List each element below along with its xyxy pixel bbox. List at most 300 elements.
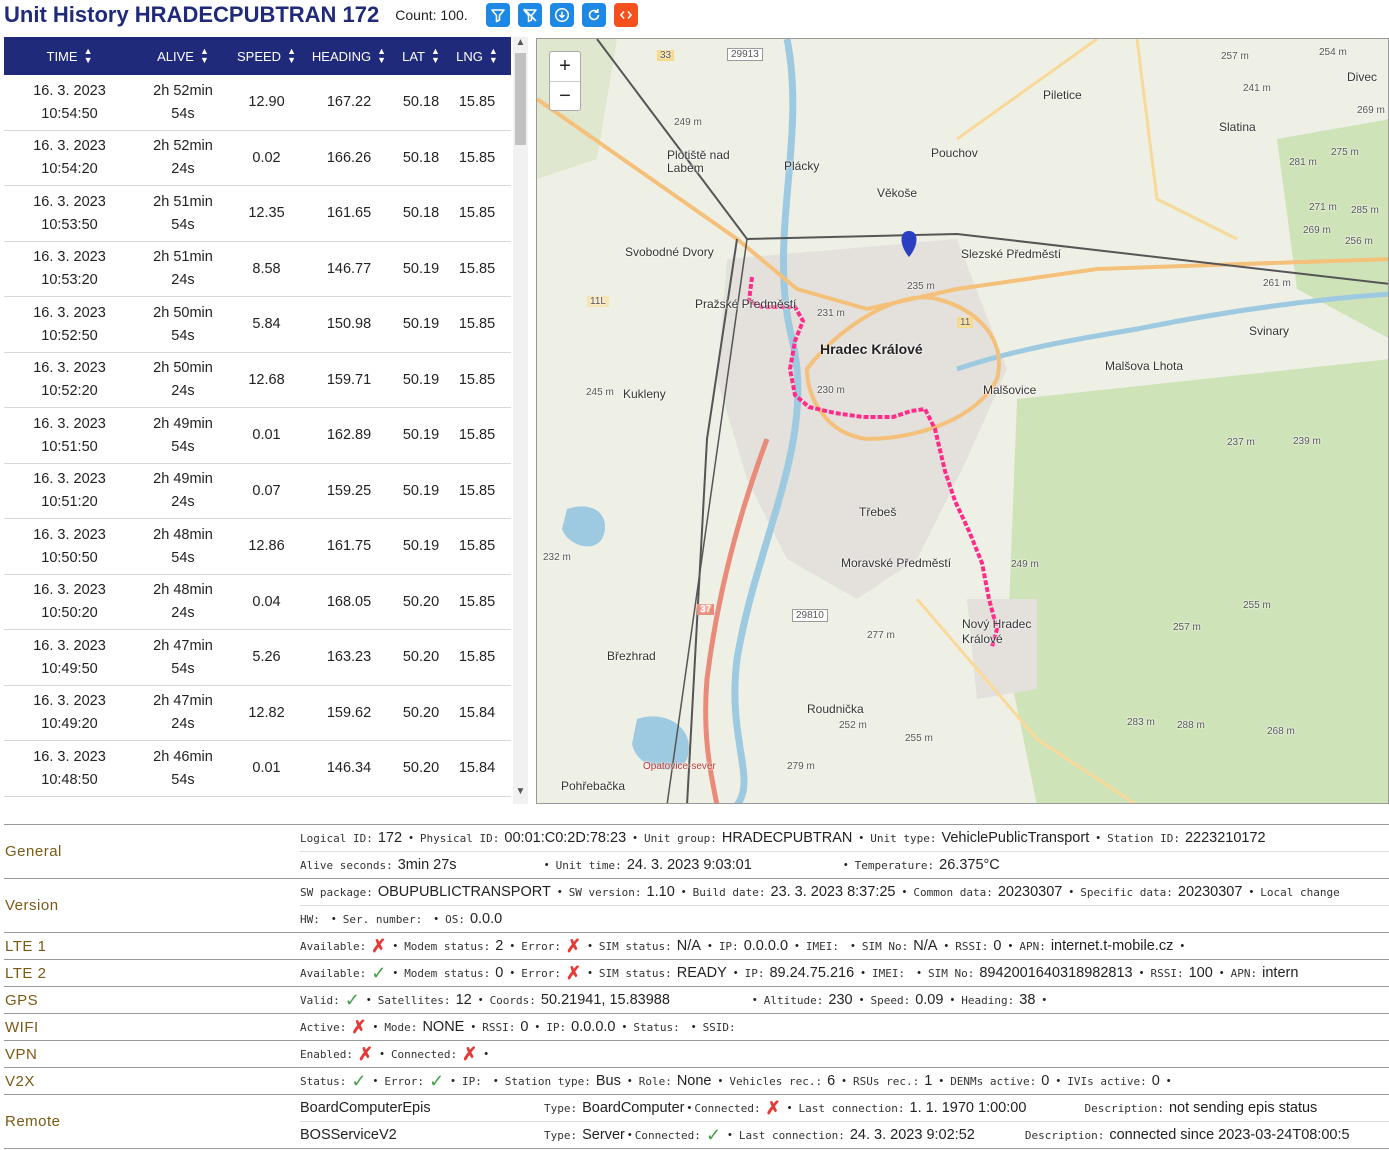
field-label: RSUs rec.:: [853, 1074, 920, 1088]
description-value: connected since 2023-03-24T08:00:5: [1109, 1127, 1350, 1143]
rssi-value: 100: [1188, 965, 1213, 981]
sim-status-value: N/A: [676, 938, 701, 954]
sw-version-value: 1.10: [646, 884, 675, 900]
elevation-label: 237 m: [1227, 437, 1255, 448]
heading-value: 38: [1019, 992, 1036, 1008]
elevation-label: 252 m: [839, 720, 867, 731]
elevation-label: 256 m: [1345, 236, 1373, 247]
cell-time: [4, 464, 135, 519]
altitude-value: 230: [828, 992, 853, 1008]
cell-alive-seconds: 24s: [171, 716, 195, 732]
map-label: Březhrad: [607, 649, 656, 663]
field-label: Alive seconds:: [300, 858, 393, 872]
cell-alive: [135, 686, 231, 741]
table-row[interactable]: [4, 464, 511, 520]
cross-icon: ✗: [371, 935, 387, 956]
modem-status-value: 2: [495, 938, 504, 954]
field-label: Role:: [638, 1074, 672, 1088]
cell-alive: [135, 519, 231, 574]
field-label: Active:: [300, 1020, 347, 1034]
field-label: Connected:: [390, 1047, 458, 1061]
cell-date: 16. 3. 2023: [33, 82, 106, 99]
cell-time: [4, 186, 135, 241]
cell-time: [4, 75, 135, 130]
cell-speed: 5.26: [252, 649, 281, 665]
zoom-out-button[interactable]: −: [559, 85, 571, 107]
filter-clear-icon: [522, 7, 538, 23]
cell-heading: 159.62: [326, 704, 372, 721]
field-label: Unit group:: [644, 831, 717, 845]
last-connection-value: 1. 1. 1970 1:00:00: [909, 1100, 1027, 1116]
column-lng[interactable]: LNG ▲ ▼: [456, 46, 498, 65]
field-label: Available:: [300, 939, 367, 953]
field-label: IP:: [744, 966, 765, 980]
cell-date: 16. 3. 2023: [33, 471, 106, 487]
cell-time: [4, 353, 135, 408]
field-label: Connected:: [694, 1101, 761, 1115]
remote-name: BoardComputerEpis: [300, 1100, 431, 1116]
cell-lng: 15.85: [458, 371, 496, 388]
field-label: SIM status:: [598, 939, 672, 953]
cell-lng: 15.85: [458, 593, 496, 610]
cell-lng: 15.84: [458, 704, 496, 721]
elevation-label: 239 m: [1293, 436, 1321, 447]
field-label: Error:: [384, 1074, 425, 1088]
filter-button[interactable]: [486, 3, 510, 27]
cell-speed: 0.07: [252, 482, 281, 499]
satellites-value: 12: [455, 992, 472, 1008]
cell-clock: 10:54:50: [41, 105, 98, 122]
alive-seconds-value: 3min 27s: [397, 857, 457, 873]
cell-alive-seconds: 54s: [171, 438, 195, 455]
cell-time: [4, 630, 135, 685]
unit-info-panel: [4, 824, 1389, 1149]
cell-speed: 0.01: [252, 760, 281, 776]
field-label: Coords:: [489, 993, 536, 1007]
cell-lat: 50.18: [402, 94, 440, 110]
field-label: OS:: [445, 912, 465, 926]
field-label: HW:: [300, 912, 320, 926]
code-icon: [618, 7, 634, 23]
scroll-up-icon[interactable]: ▲: [515, 37, 526, 48]
remote-type-value: Server: [582, 1127, 625, 1143]
cell-lng: 15.85: [458, 482, 496, 499]
field-label: Build date:: [692, 885, 766, 899]
common-data-value: 20230307: [997, 884, 1063, 900]
cell-heading: 166.26: [326, 149, 372, 166]
field-label: SIM No:: [861, 939, 909, 953]
section-v2x: V2X Status: ✓ • Error: ✓ • IP: • Station type: Bus • Role: None • Vehicles rec.: 6 • RSUs rec.: 1 • DENMs active: 0 • IVIs active: 0 •: [4, 1067, 1389, 1094]
apn-value: intern: [1262, 965, 1299, 981]
table-row[interactable]: [4, 75, 511, 131]
cell-lat: 50.20: [402, 593, 440, 610]
field-label: SIM status:: [598, 966, 672, 980]
field-label: SSID:: [702, 1020, 736, 1034]
cell-heading: 150.98: [326, 316, 372, 332]
elevation-label: 269 m: [1357, 105, 1385, 116]
physical-id-value: 00:01:C0:2D:78:23: [504, 830, 627, 846]
table-row[interactable]: [4, 131, 511, 187]
cell-lat: 50.19: [402, 482, 440, 499]
unit-group-value: HRADECPUBTRAN: [721, 830, 853, 846]
modem-status-value: 0: [495, 965, 504, 981]
column-alive[interactable]: ALIVE ▲ ▼: [157, 46, 209, 65]
check-icon: ✓: [344, 989, 360, 1010]
sort-icon[interactable]: ▲ ▼: [199, 46, 209, 65]
cell-time: [4, 408, 135, 463]
table-scrollbar[interactable]: [513, 37, 528, 804]
cell-speed: 0.02: [252, 149, 281, 166]
field-label: Mode:: [384, 1020, 418, 1034]
elevation-label: 269 m: [1303, 225, 1331, 236]
cell-lng: 15.85: [458, 649, 496, 665]
build-date-value: 23. 3. 2023 8:37:25: [770, 884, 896, 900]
cell-clock: 10:49:50: [41, 660, 98, 677]
section-vpn: VPN Enabled: ✗ • Connected: ✗ •: [4, 1040, 1389, 1067]
field-label: APN:: [1019, 939, 1046, 953]
cell-alive-main: 2h 52min: [153, 82, 213, 99]
check-icon: ✓: [705, 1124, 722, 1145]
field-label: IMEI:: [872, 966, 906, 980]
cell-lng: 15.85: [458, 538, 496, 554]
cell-speed: 5.84: [252, 316, 281, 332]
elevation-label: 249 m: [1011, 559, 1039, 570]
cell-lat: 50.18: [402, 205, 440, 221]
page-title: Unit History HRADECPUBTRAN 172: [4, 2, 380, 27]
zoom-control: [549, 51, 581, 111]
table-row[interactable]: [4, 741, 511, 797]
field-label: Error:: [521, 939, 561, 953]
cell-heading: 146.77: [326, 260, 372, 277]
cell-lng: 15.85: [458, 427, 496, 443]
rssi-value: 0: [520, 1019, 529, 1035]
field-label: Last connection:: [738, 1128, 845, 1142]
table-row[interactable]: [4, 686, 511, 742]
map-label: Roudnička: [807, 702, 864, 716]
sort-icon[interactable]: ▲ ▼: [488, 46, 498, 65]
cell-clock: 10:52:20: [41, 383, 98, 399]
elevation-label: 261 m: [1263, 278, 1291, 289]
map-label: Slatina: [1219, 120, 1256, 134]
table-header: [4, 37, 511, 75]
column-time[interactable]: TIME ▲ ▼: [46, 46, 93, 65]
cell-time: [4, 131, 135, 186]
field-label: Error:: [521, 966, 561, 980]
field-label: RSSI:: [1150, 966, 1184, 980]
cell-time: [4, 242, 135, 297]
column-heading[interactable]: HEADING ▲ ▼: [311, 46, 387, 65]
cell-date: 16. 3. 2023: [33, 304, 106, 321]
specific-data-value: 20230307: [1177, 884, 1243, 900]
road-number: 33: [657, 50, 674, 61]
cell-lat: 50.19: [402, 427, 440, 443]
elevation-label: 275 m: [1331, 147, 1359, 158]
cell-alive: [135, 464, 231, 519]
cross-icon: ✗: [351, 1016, 367, 1037]
elevation-label: 277 m: [867, 630, 895, 641]
field-label: Satellites:: [377, 993, 451, 1007]
field-label: Vehicles rec.:: [729, 1074, 823, 1088]
road-number: 29913: [727, 48, 763, 61]
cross-icon: ✗: [565, 935, 582, 956]
field-label: Specific data:: [1080, 885, 1173, 899]
field-label: IP:: [462, 1074, 482, 1088]
field-label: Temperature:: [854, 858, 935, 872]
cell-lng: 15.85: [458, 260, 496, 277]
map-label: Plácky: [784, 159, 820, 173]
section-general: General Logical ID: 172 • Physical ID: 00:01:C0:2D:78:23 • Unit group: HRADECPUBTRAN • Unit type: VehiclePublicTransport • Station ID: 2223210172 Alive seconds: 3min 27s • Unit time: 24. 3. 2023 9:03:01 • Temperature: 26.375°C: [4, 824, 1389, 878]
speed-value: 0.09: [915, 992, 944, 1008]
map-label: Třebeš: [859, 505, 897, 519]
cell-date: 16. 3. 2023: [33, 637, 106, 654]
field-label: Description:: [1024, 1128, 1105, 1142]
field-label: SIM No:: [928, 966, 975, 980]
cell-lat: 50.19: [402, 371, 440, 388]
field-label: Heading:: [961, 993, 1015, 1007]
cell-date: 16. 3. 2023: [33, 415, 106, 432]
field-label: Ser. number:: [342, 912, 423, 926]
elevation-label: 271 m: [1309, 202, 1337, 213]
table-row[interactable]: [4, 519, 511, 575]
cell-clock: 10:51:50: [41, 438, 98, 455]
field-label: Valid:: [300, 993, 340, 1007]
sort-icon[interactable]: ▲ ▼: [83, 46, 93, 65]
unit-type-value: VehiclePublicTransport: [941, 830, 1090, 846]
section-remote: [4, 1094, 1389, 1149]
cell-alive-seconds: 54s: [171, 771, 195, 788]
rssi-value: 0: [993, 938, 1002, 954]
rsus-received-value: 1: [924, 1073, 933, 1089]
section-lte2: LTE 2 Available: ✓ • Modem status: 0 • Error: ✗ • SIM status: READY • IP: 89.24.75.216 • IMEI: • SIM No: 8942001640318982813 • RSSI: 100 • APN: intern: [4, 959, 1389, 986]
unit-time-value: 24. 3. 2023 9:03:01: [626, 857, 752, 873]
zoom-in-button[interactable]: +: [550, 52, 580, 82]
cell-alive-seconds: 54s: [171, 327, 195, 344]
cell-heading: 161.75: [326, 538, 372, 554]
cell-date: 16. 3. 2023: [33, 138, 106, 154]
cell-alive-main: 2h 50min: [153, 360, 213, 376]
cell-alive-main: 2h 50min: [153, 304, 213, 321]
sort-icon[interactable]: ▲ ▼: [287, 46, 296, 65]
cell-time: [4, 297, 135, 352]
cell-alive-seconds: 24s: [171, 494, 195, 510]
road-number: 11: [957, 317, 973, 328]
elevation-label: 249 m: [674, 117, 702, 128]
table-body: [4, 75, 511, 797]
cell-heading: 163.23: [326, 649, 372, 665]
cell-heading: 162.89: [326, 427, 372, 443]
vehicles-received-value: 6: [827, 1073, 836, 1089]
cell-clock: 10:48:50: [41, 771, 98, 788]
role-value: None: [676, 1073, 712, 1089]
field-label: Enabled:: [300, 1047, 353, 1061]
cell-speed: 12.86: [248, 538, 285, 554]
map-label: Malšovice: [983, 383, 1037, 397]
cell-alive-main: 2h 46min: [153, 748, 213, 765]
road-number: 11L: [587, 296, 609, 307]
cell-alive-seconds: 24s: [171, 161, 195, 177]
section-label: V2X: [5, 1072, 35, 1090]
map-label: Opatovice-sever: [643, 761, 716, 772]
cell-alive-main: 2h 49min: [153, 415, 213, 432]
coords-value: 50.21941, 15.83988: [540, 992, 670, 1008]
field-label: Type:: [544, 1128, 578, 1142]
column-speed[interactable]: SPEED ▲ ▼: [237, 46, 296, 65]
elevation-label: 283 m: [1127, 717, 1155, 728]
cell-time: [4, 741, 135, 796]
remote-item: BoardComputerEpis Type: BoardComputer • Connected: ✗ • Last connection: 1. 1. 1970 1:00:00 Description: not sending epis status: [300, 1097, 1318, 1118]
table-row[interactable]: [4, 353, 511, 409]
cell-alive: [135, 242, 231, 297]
map-label: Malšova Lhota: [1105, 359, 1184, 373]
cell-alive-main: 2h 47min: [153, 637, 213, 654]
section-label: WIFI: [5, 1018, 39, 1036]
map-label: Piletice: [1043, 88, 1082, 102]
cell-speed: 12.82: [248, 704, 285, 721]
cell-alive: [135, 630, 231, 685]
table-row[interactable]: [4, 297, 511, 353]
cell-lng: 15.85: [458, 316, 496, 332]
cell-alive-seconds: 54s: [171, 105, 195, 122]
ip-value: 89.24.75.216: [769, 965, 855, 981]
sim-status-value: READY: [676, 965, 727, 981]
elevation-label: 281 m: [1289, 157, 1317, 168]
cell-heading: 159.71: [326, 371, 372, 388]
section-label: VPN: [5, 1045, 38, 1063]
cross-icon: ✗: [565, 962, 582, 983]
download-button[interactable]: [550, 3, 574, 27]
cell-alive: [135, 408, 231, 463]
cell-date: 16. 3. 2023: [33, 249, 106, 265]
filter-icon: [490, 7, 506, 23]
cell-lat: 50.20: [402, 760, 440, 776]
sort-icon[interactable]: ▲ ▼: [377, 46, 387, 65]
history-table: [4, 37, 528, 804]
cell-lng: 15.85: [458, 149, 496, 166]
cross-icon: ✗: [357, 1043, 374, 1064]
sim-number-value: 8942001640318982813: [979, 965, 1133, 981]
cell-alive-main: 2h 48min: [153, 526, 213, 543]
cell-alive-main: 2h 51min: [153, 249, 213, 265]
cross-icon: ✗: [765, 1097, 781, 1118]
logical-id-value: 172: [377, 830, 403, 846]
elevation-label: 268 m: [1267, 726, 1295, 737]
field-label: Description:: [1084, 1101, 1164, 1115]
cell-clock: 10:50:50: [41, 549, 98, 566]
field-label: Physical ID:: [419, 831, 500, 845]
cell-lat: 50.19: [402, 538, 440, 554]
cell-alive-main: 2h 49min: [153, 471, 213, 487]
route-map[interactable]: [536, 38, 1389, 804]
apn-value: internet.t-mobile.cz: [1050, 938, 1174, 954]
cell-lat: 50.18: [402, 149, 440, 166]
field-label: Modem status:: [404, 939, 491, 953]
table-row[interactable]: [4, 630, 511, 686]
ip-value: 0.0.0.0: [571, 1019, 616, 1035]
station-type-value: Bus: [595, 1073, 621, 1089]
sw-package-value: OBUPUBLICTRANSPORT: [377, 884, 551, 900]
elevation-label: 257 m: [1221, 51, 1249, 62]
cell-heading: 146.34: [326, 760, 372, 776]
field-label: Status:: [300, 1074, 347, 1088]
cell-alive: [135, 297, 231, 352]
elevation-label: 230 m: [817, 385, 845, 396]
scroll-down-icon[interactable]: ▼: [515, 786, 526, 797]
cell-alive: [135, 131, 231, 186]
elevation-label: 241 m: [1243, 83, 1271, 94]
remote-type-value: BoardComputer: [582, 1100, 685, 1116]
cell-speed: 0.01: [252, 427, 281, 443]
cell-speed: 12.35: [248, 205, 285, 221]
column-lat[interactable]: LAT ▲ ▼: [402, 46, 440, 65]
scroll-thumb[interactable]: [515, 53, 526, 145]
map-label: Plotiště nad Labem: [667, 148, 730, 175]
map-label: Divec: [1347, 70, 1378, 84]
map-label: Pohřebačka: [561, 779, 626, 793]
map-label: Pouchov: [931, 146, 978, 160]
cell-clock: 10:52:50: [41, 327, 98, 344]
cell-date: 16. 3. 2023: [33, 748, 106, 765]
field-label: RSSI:: [955, 939, 989, 953]
map-label: Věkoše: [877, 186, 918, 200]
field-label: Type:: [544, 1101, 578, 1115]
field-label: APN:: [1230, 966, 1258, 980]
cell-alive-seconds: 54s: [171, 216, 195, 233]
check-icon: ✓: [351, 1070, 367, 1091]
refresh-button[interactable]: [582, 3, 606, 27]
clear-filter-button[interactable]: [518, 3, 542, 27]
elevation-label: 235 m: [907, 281, 935, 292]
road-number: 29810: [792, 609, 828, 622]
field-label: SW version:: [568, 885, 642, 899]
elevation-label: 285 m: [1351, 205, 1379, 216]
field-label: Status:: [633, 1020, 680, 1034]
table-row[interactable]: [4, 186, 511, 242]
cell-date: 16. 3. 2023: [33, 360, 106, 376]
cell-alive-main: 2h 47min: [153, 693, 213, 709]
map-label: Hradec Králové: [820, 341, 923, 357]
map-label: Svinary: [1249, 324, 1290, 338]
table-row[interactable]: [4, 408, 511, 464]
field-label: Station ID:: [1107, 831, 1180, 845]
elevation-label: 232 m: [543, 552, 571, 563]
cell-clock: 10:51:20: [41, 494, 98, 510]
temperature-value: 26.375°C: [939, 857, 1000, 873]
cell-date: 16. 3. 2023: [33, 582, 106, 598]
sort-icon[interactable]: ▲ ▼: [430, 46, 440, 65]
field-label: Common data:: [913, 885, 993, 899]
table-row[interactable]: [4, 575, 511, 631]
cell-heading: 168.05: [326, 593, 372, 610]
cell-speed: 12.90: [248, 94, 285, 110]
field-label: Speed:: [870, 993, 911, 1007]
cell-alive: [135, 575, 231, 630]
code-button[interactable]: [614, 3, 638, 27]
cell-lat: 50.20: [402, 704, 440, 721]
elevation-label: 255 m: [905, 733, 933, 744]
field-label: IP:: [546, 1020, 567, 1034]
field-label: Available:: [300, 966, 367, 980]
section-label: LTE 2: [5, 964, 47, 982]
last-connection-value: 24. 3. 2023 9:02:52: [849, 1127, 975, 1143]
section-gps: GPS Valid: ✓ • Satellites: 12 • Coords: 50.21941, 15.83988 • Altitude: 230 • Speed: 0.09 • Heading: 38 •: [4, 986, 1389, 1013]
field-label: SW package:: [300, 885, 373, 899]
remote-name: BOSServiceV2: [300, 1127, 397, 1143]
field-label: IVIs active:: [1067, 1074, 1147, 1088]
cell-date: 16. 3. 2023: [33, 193, 106, 210]
table-row[interactable]: [4, 242, 511, 298]
section-label: LTE 1: [5, 937, 47, 955]
cell-lng: 15.85: [458, 205, 496, 221]
